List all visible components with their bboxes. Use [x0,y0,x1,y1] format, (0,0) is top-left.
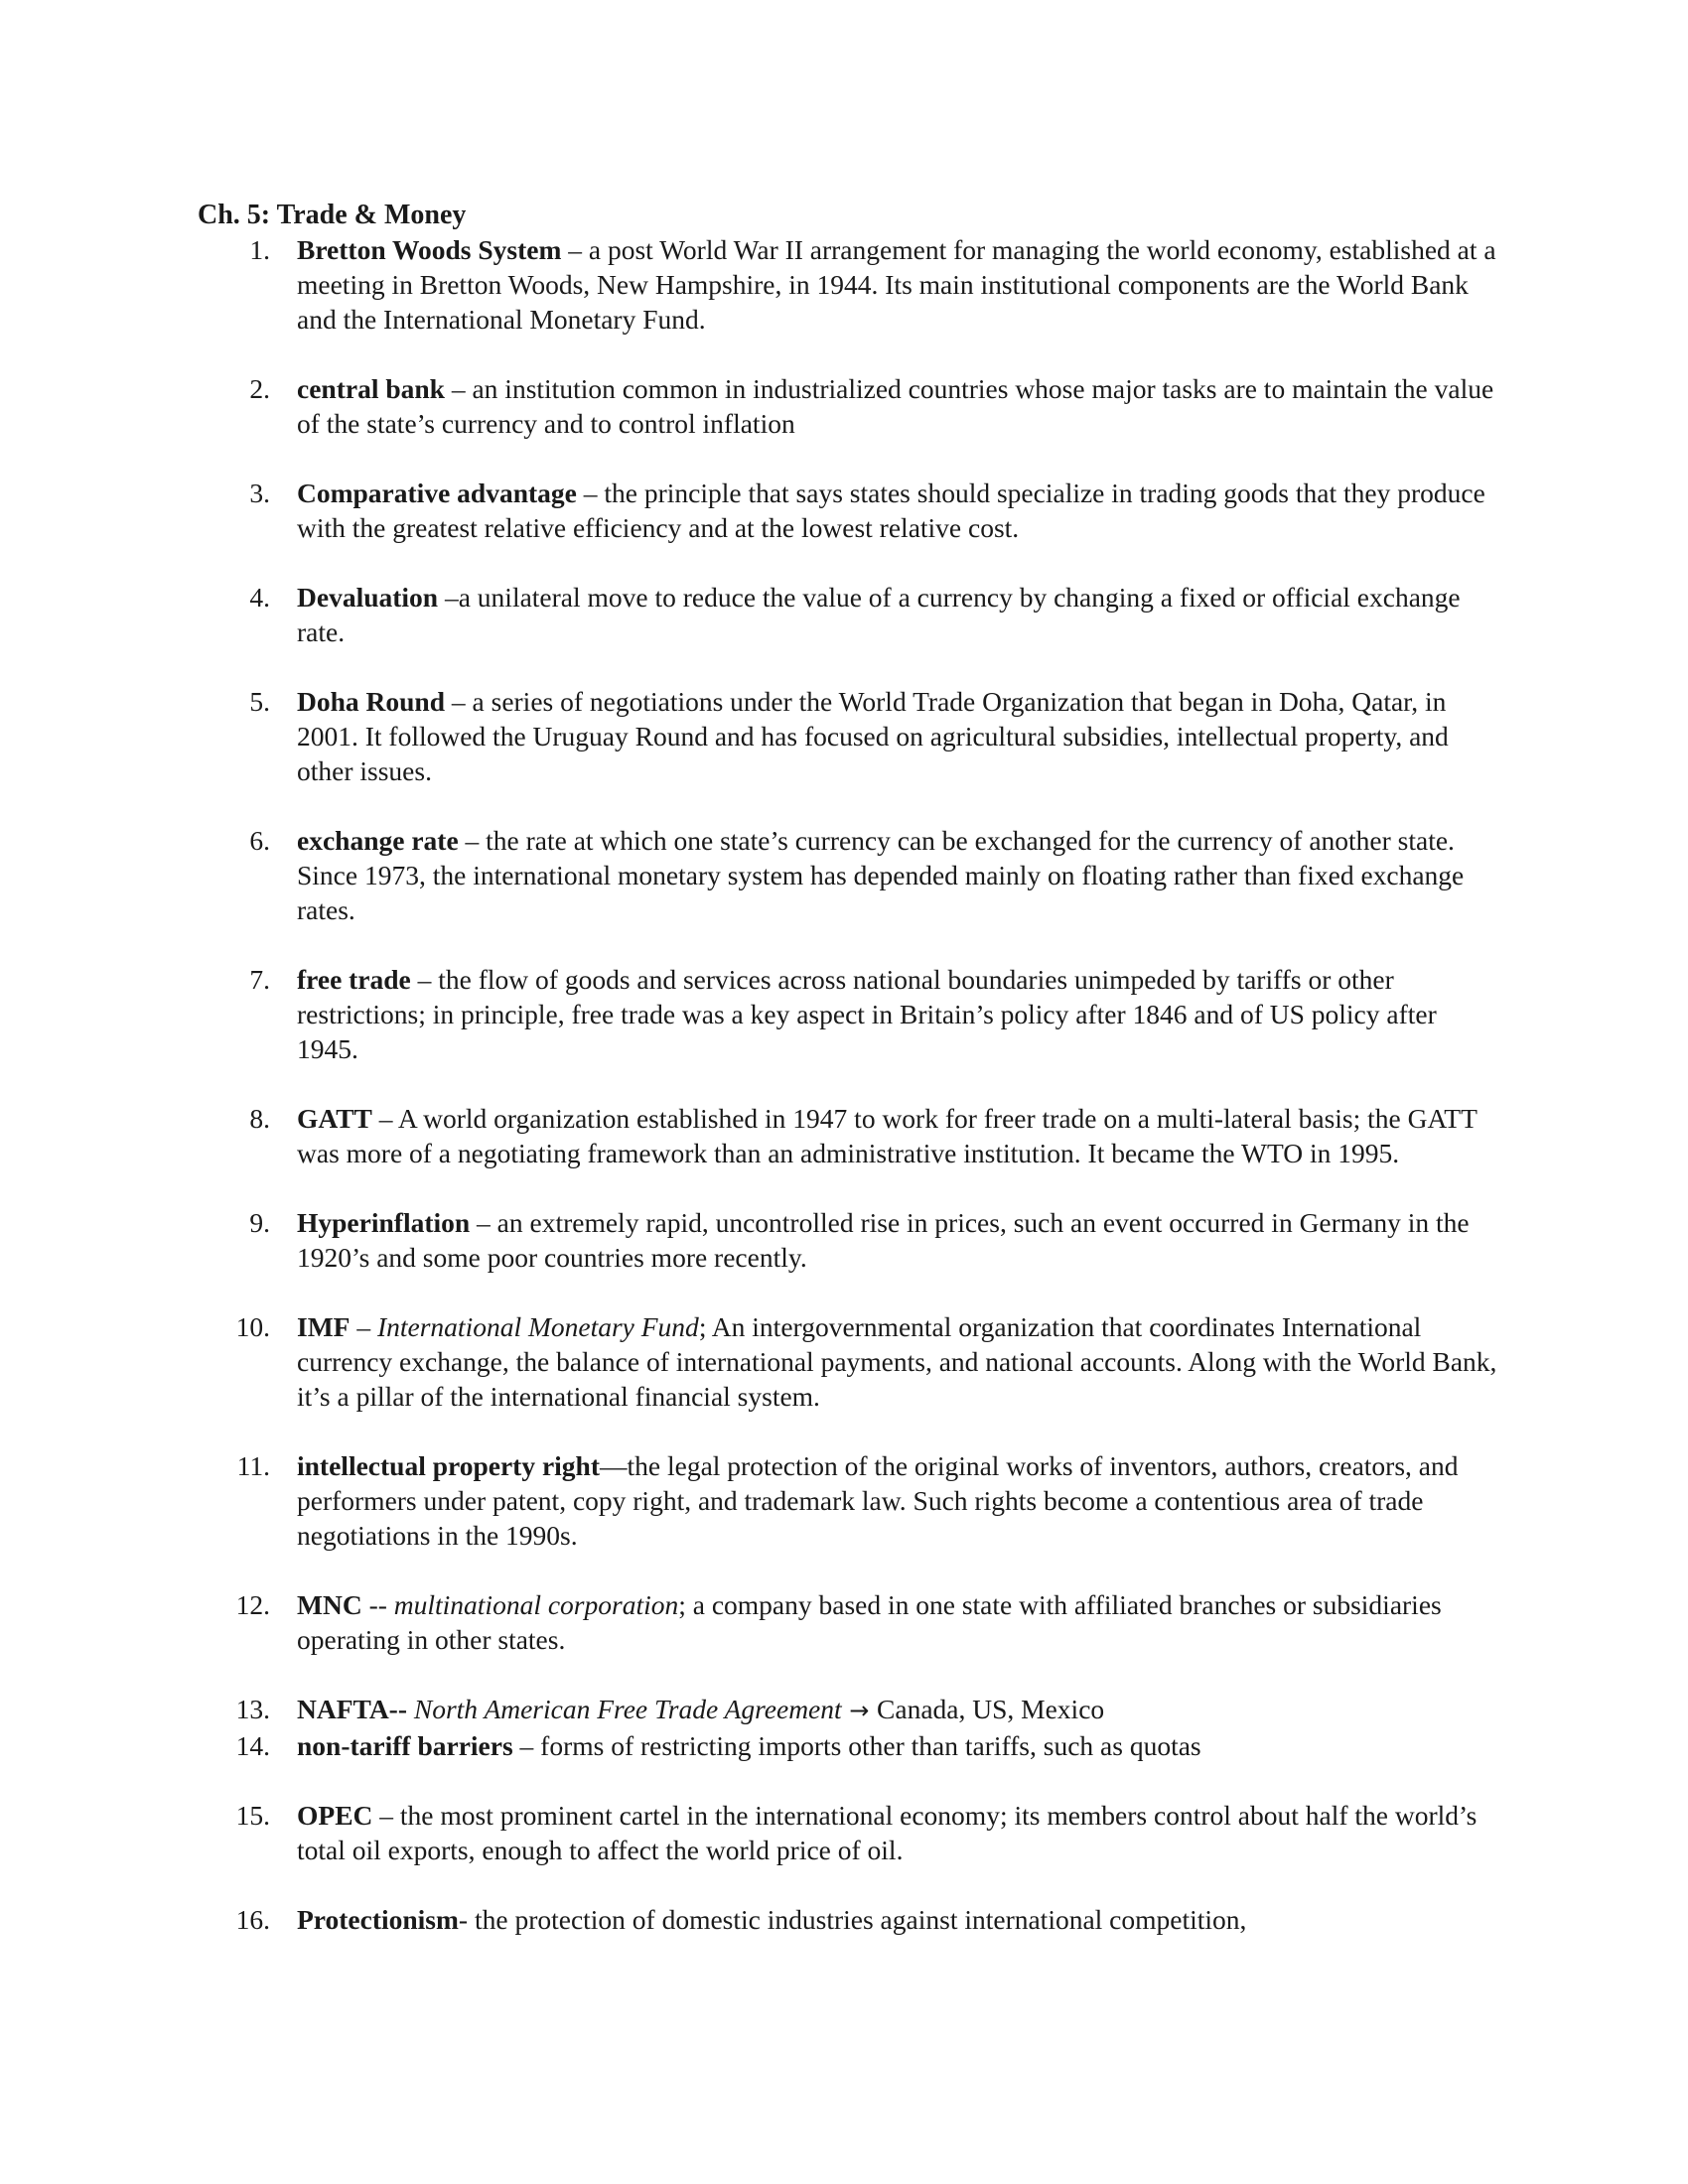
entry-separator [407,1694,414,1724]
entry-term: Comparative advantage [297,478,577,508]
entry-number: 15. [235,1800,270,1831]
entry-definition: the principle that says states should specialize in trading goods that they produce with the greatest relative efficiency and at the lowest relative cost. [297,478,1485,543]
entry-definition: ; An intergovernmental organization that coordinates International currency exchange, the balance of international payments, and national accounts. Along with the World Bank, it’s a pillar of the international financial system. [297,1311,1497,1412]
entry-number: 13. [235,1694,270,1724]
entry-term: OPEC [297,1800,373,1831]
entry-term: MNC [297,1589,362,1620]
glossary-entry [0,1902,1688,1937]
entry-number: 9. [249,1207,270,1238]
entry-number: 6. [249,825,270,856]
entry-definition: an extremely rapid, uncontrolled rise in prices, such an event occurred in Germany in the 1920’s and some poor countries more recently. [297,1207,1470,1273]
entry-number: 14. [235,1730,270,1761]
entry-definition: the flow of goods and services across national boundaries unimpeded by tariffs or other restrictions; in principle, free trade was a key aspect in Britain’s policy after 1846 and of US policy after 1945. [297,964,1437,1064]
entry-definition: the protection of domestic industries against international competition, [474,1904,1247,1935]
glossary-entry [0,962,1688,1066]
entry-definition: the legal protection of the original works of inventors, authors, creators, and performers under patent, copy right, and trademark law. Such rights become a contentious area of trade negotiations in the 1990s. [297,1450,1459,1551]
entry-number: 11. [236,1450,270,1481]
entry-term: central bank [297,373,445,404]
glossary-entry [0,232,1688,337]
entry-term: non-tariff barriers [297,1730,513,1761]
glossary-entry [0,1728,1688,1763]
entry-separator: - [458,1904,475,1935]
entry-number: 10. [235,1311,270,1342]
entry-definition: A world organization established in 1947 to work for freer trade on a multi-lateral basis; the GATT was more of a negotiating framework than an administrative institution. It became the WTO in 1995. [297,1103,1477,1168]
entry-separator: -- [361,1589,394,1620]
entry-term: Devaluation [297,582,439,613]
entry-number: 5. [249,686,270,717]
glossary-entry [0,1101,1688,1170]
glossary-entry [0,1205,1688,1275]
entry-term: Protectionism [297,1904,459,1935]
glossary-entry [0,1692,1688,1728]
entry-definition: the rate at which one state’s currency can be exchanged for the currency of another state. Since 1973, the international monetary system has depended mainly on floating rather than fixed exchange rates. [297,825,1465,925]
entry-term: exchange rate [297,825,459,856]
glossary-entry [0,1448,1688,1553]
entry-definition: a unilateral move to reduce the value of a currency by changing a fixed or official exchange rate. [297,582,1461,647]
entry-separator: – [350,1311,377,1342]
entry-definition: Canada, US, Mexico [877,1694,1105,1724]
entry-definition: ; a company based in one state with affiliated branches or subsidiaries operating in other states. [297,1589,1442,1655]
entry-separator: – [445,686,473,717]
entry-number: 3. [249,478,270,508]
entry-separator: – [372,1800,400,1831]
entry-number: 8. [249,1103,270,1134]
entry-term: NAFTA-- [297,1694,407,1724]
glossary-entry [0,1798,1688,1867]
glossary-entry [0,580,1688,649]
entry-number: 16. [235,1904,270,1935]
entry-term: intellectual property right [297,1450,600,1481]
entry-term: GATT [297,1103,372,1134]
entry-separator: – [576,478,605,508]
entry-definition: a series of negotiations under the World Trade Organization that began in Doha, Qatar, in 2001. It followed the Uruguay Round and has focused on agricultural subsidies, intellectual property, and other issues. [297,686,1449,786]
entry-number: 1. [249,234,270,265]
chapter-heading: Ch. 5: Trade & Money [198,200,467,230]
entry-separator: – [470,1207,497,1238]
glossary-entry [0,1309,1688,1414]
entry-separator: — [600,1450,628,1481]
entry-number: 4. [249,582,270,613]
entry-separator: – [438,582,459,613]
entry-definition: forms of restricting imports other than tariffs, such as quotas [540,1730,1201,1761]
entry-separator: – [371,1103,398,1134]
entry-number: 2. [249,373,270,404]
glossary-entry [0,684,1688,788]
arrow-right-icon: → [841,1697,878,1724]
glossary-entry [0,823,1688,927]
entry-term: Hyperinflation [297,1207,471,1238]
entry-term: Bretton Woods System [297,234,562,265]
entry-separator: – [458,825,487,856]
entry-separator: – [444,373,473,404]
glossary-entry [0,371,1688,441]
entry-term: IMF [297,1311,351,1342]
entry-separator: – [512,1730,541,1761]
glossary-entry [0,476,1688,545]
glossary-list [0,232,1688,1972]
entry-term: free trade [297,964,411,995]
entry-definition: the most prominent cartel in the international economy; its members control about half the world’s total oil exports, enough to affect the world price of oil. [297,1800,1477,1865]
entry-term-expansion: International Monetary Fund [376,1311,699,1342]
entry-term-expansion: multinational corporation [393,1589,679,1620]
entry-definition: a post World War II arrangement for managing the world economy, established at a meeting in Bretton Woods, New Hampshire, in 1944. Its main institutional components are the World Bank and the International Monetary Fund. [297,234,1496,335]
glossary-entry [0,1587,1688,1657]
entry-number: 7. [249,964,270,995]
entry-term-expansion: North American Free Trade Agreement [413,1694,842,1724]
entry-term: Doha Round [297,686,446,717]
entry-separator: – [561,234,589,265]
entry-number: 12. [235,1589,270,1620]
entry-definition: an institution common in industrialized countries whose major tasks are to maintain the value of the state’s currency and to control inflation [297,373,1494,439]
entry-separator: – [410,964,439,995]
